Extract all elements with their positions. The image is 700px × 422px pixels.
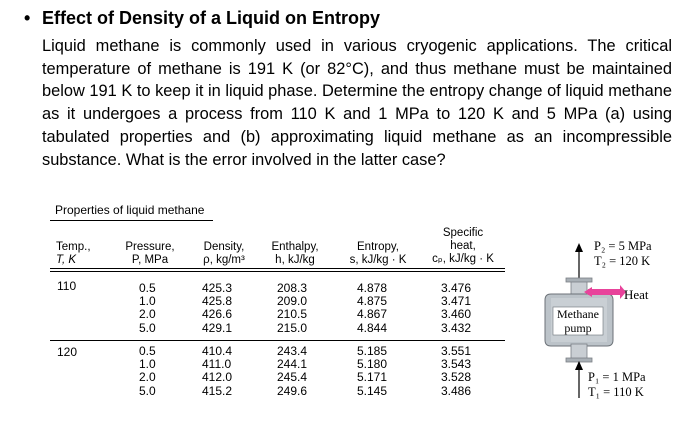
cell-enthalpy: 245.4 [277,370,308,385]
inlet-conditions [588,370,646,400]
header-pressure: Pressure, P, MPa [125,241,175,266]
cell-specific-heat: 3.528 [441,370,472,385]
cell-density: 425.3 [202,281,233,295]
cell-density: 410.4 [202,344,233,358]
heading-text: Effect of Density of a Liquid on Entropy [42,8,381,28]
cell-entropy: 4.875 [357,294,388,309]
cell-entropy: 4.867 [357,307,388,322]
heat-label: Heat [624,287,649,302]
cell-pressure: 1.0 [139,357,156,372]
cell-pressure: 0.5 [139,344,156,358]
cell-entropy: 5.185 [357,344,388,358]
inlet-temperature: T₁ = 110 K [588,385,644,399]
cell-specific-heat: 3.476 [441,281,472,295]
cell-pressure: 5.0 [139,383,156,398]
cell-enthalpy: 249.6 [277,383,308,398]
cell-pressure: 0.5 [139,281,156,295]
outlet-pressure: P₂ = 5 MPa [594,239,652,253]
cell-enthalpy: 210.5 [277,307,308,322]
cell-entropy: 4.844 [357,320,388,335]
cell-specific-heat: 3.486 [441,383,472,398]
header-temp: Temp., T, K [56,241,91,266]
temp-120: 120 [57,345,78,359]
header-enthalpy: Enthalpy, h, kJ/kg [271,241,319,266]
cell-density: 425.8 [202,294,233,309]
header-entropy: Entropy, s, kJ/kg · K [349,241,407,266]
cell-pressure: 5.0 [139,320,156,335]
cell-density: 411.0 [202,357,232,372]
pump-label-line1: Methane [557,307,599,321]
cell-enthalpy: 208.3 [277,281,308,295]
table-title: Properties of liquid methane [55,203,205,217]
outlet-conditions [594,239,652,269]
cell-entropy: 5.180 [357,357,388,372]
cell-density: 415.2 [202,383,233,398]
cell-specific-heat: 3.551 [441,344,472,358]
cell-pressure: 1.0 [139,294,156,309]
header-specific-heat: Specific heat, cₚ, kJ/kg · K [432,227,494,265]
problem-text: Liquid methane is commonly used in various cryogenic applications. The critical temperature of methane is 191 K (or 82°C), and thus methane must be maintained below 191 K to keep it in liquid phase. Determine the entropy change of liquid methane as it undergoes a process from 110 K and 1 MPa to 120 K and 5 MPa (a) using tabulated properties and (b) approximating liquid methane as an incompressible substance. What is the error involved in the latter case? [42,37,672,169]
outlet-temperature: T₂ = 120 K [594,254,651,268]
cell-density: 429.1 [202,320,233,335]
cell-enthalpy: 243.4 [277,344,308,358]
cell-entropy: 5.145 [357,383,388,398]
pump-label [553,307,603,335]
cell-enthalpy: 244.1 [277,357,308,372]
temp-110: 110 [57,279,77,293]
inlet-pressure: P₁ = 1 MPa [588,370,646,384]
cell-specific-heat: 3.471 [441,294,472,309]
cell-pressure: 2.0 [139,307,156,322]
cell-enthalpy: 209.0 [277,294,308,309]
outlet-arrow-icon [575,243,583,252]
cell-specific-heat: 3.432 [441,320,472,335]
cell-density: 426.6 [202,307,233,322]
cell-entropy: 5.171 [357,370,388,385]
cell-specific-heat: 3.460 [441,307,472,322]
cell-enthalpy: 215.0 [277,320,308,335]
bullet: • [24,8,31,28]
pump-flange [566,278,592,282]
cell-pressure: 2.0 [139,370,156,385]
cell-density: 412.0 [202,370,233,385]
cell-entropy: 4.878 [357,281,388,295]
pump-label-line2: pump [564,321,592,335]
cell-specific-heat: 3.543 [441,357,472,372]
header-density: Density, ρ, kg/m³ [203,241,245,266]
